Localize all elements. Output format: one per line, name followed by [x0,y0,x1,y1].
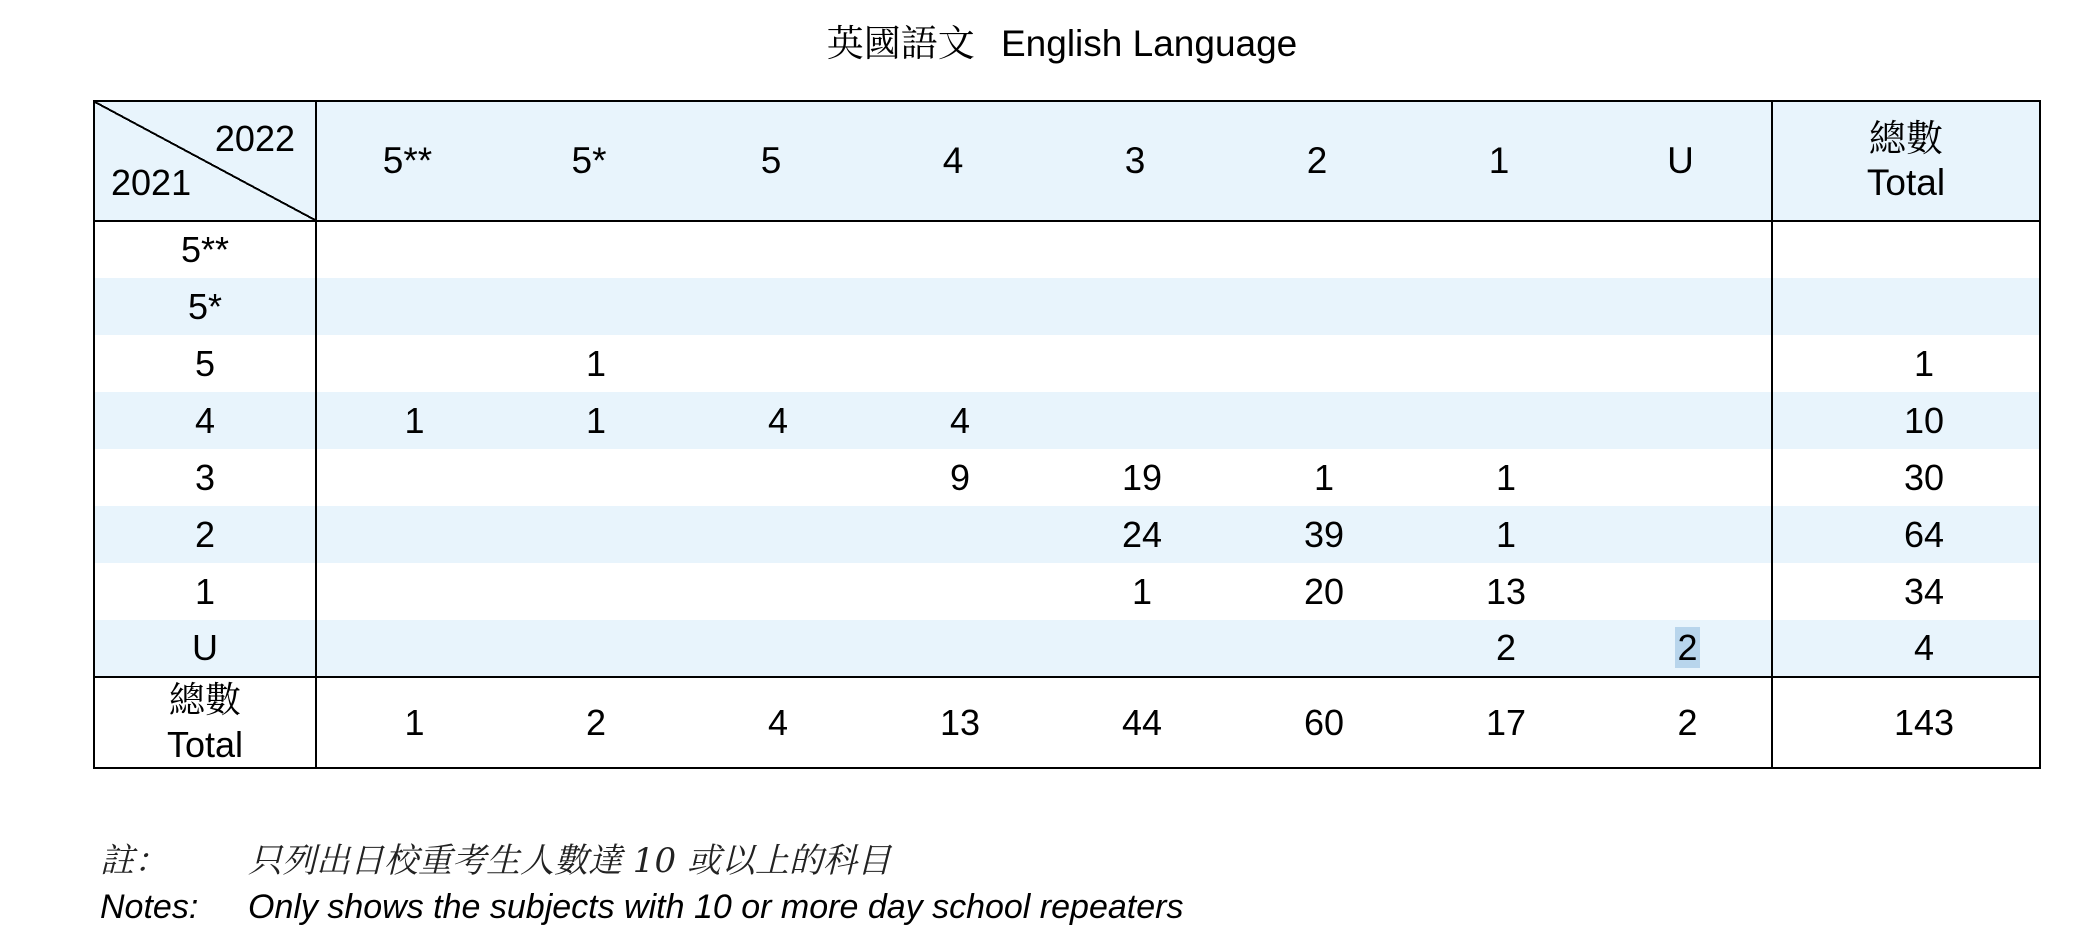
data-cell [862,335,1044,392]
data-cell [680,506,862,563]
row-label: 5** [94,221,316,278]
data-cell [862,620,1044,677]
data-cell [680,278,862,335]
grade-transition-table [93,100,2041,769]
data-cell: 1 [404,399,425,441]
total-row-label-english: Total [166,723,244,765]
notes [100,838,1183,930]
data-cell [1408,278,1590,335]
data-cell [316,221,498,278]
data-cell [1044,221,1226,278]
data-cell: 4 [949,399,971,441]
column-header: 5 [760,140,782,181]
data-cell: 2 [1495,627,1517,668]
data-cell [1226,392,1408,449]
row-total: 4 [1772,620,2040,677]
total-header-english: Total [1866,162,1946,203]
total-row-label [94,677,316,768]
table-row [94,392,2040,449]
row-total: 64 [1772,506,2040,563]
data-cell: 19 [1121,456,1163,498]
table-row [94,620,2040,677]
row-label: 5 [94,335,316,392]
data-cell [862,278,1044,335]
notes-chinese-row [100,838,1183,884]
column-header: 5** [382,140,433,181]
title-chinese: 英國語文 [826,22,975,65]
data-cell [1590,221,1772,278]
total-cell: 2 [1677,701,1698,743]
total-cell: 60 [1303,701,1345,743]
table-body [94,221,2040,677]
total-cell: 4 [767,701,789,743]
data-cell: 39 [1303,513,1345,555]
data-cell [1044,392,1226,449]
row-label: 5* [94,278,316,335]
row-label: 1 [94,563,316,620]
data-cell [498,620,680,677]
row-total [1772,278,2040,335]
data-cell [1408,221,1590,278]
data-cell [862,563,1044,620]
data-cell: 24 [1121,513,1163,555]
data-cell [316,506,498,563]
data-cell: 1 [585,342,607,384]
column-header: 4 [942,140,964,181]
table-row [94,506,2040,563]
data-cell [316,449,498,506]
data-cell [498,506,680,563]
table-row [94,563,2040,620]
data-cell [1590,392,1772,449]
data-cell [1044,335,1226,392]
corner-cell [94,101,316,221]
data-cell [680,620,862,677]
data-cell [498,449,680,506]
column-header: U [1667,140,1694,181]
total-header-chinese: 總數 [1869,117,1943,160]
data-cell: 1 [585,399,607,441]
data-cell [1590,449,1772,506]
notes-english-label: Notes: [100,888,199,926]
total-row [94,677,2040,768]
data-cell [1590,620,1772,677]
diagonal-divider [95,102,315,220]
data-cell [498,563,680,620]
row-total: 10 [1772,392,2040,449]
data-cell [1590,335,1772,392]
header-row [94,101,2040,221]
row-total [1772,221,2040,278]
title-english: English Language [1001,23,1298,64]
data-cell [1408,335,1590,392]
selected-value: 2 [1677,627,1698,668]
data-cell: 13 [1485,570,1527,612]
data-cell [1408,392,1590,449]
data-cell [862,506,1044,563]
total-cell: 17 [1485,701,1527,743]
data-cell [498,278,680,335]
table-row [94,278,2040,335]
table-row [94,221,2040,278]
data-cell [1226,335,1408,392]
data-cell: 1 [1313,456,1335,498]
data-cell: 1 [1495,456,1517,498]
total-cell: 13 [939,701,981,743]
notes-chinese-text: 只列出日校重考生人數達 10 或以上的科目 [248,841,891,881]
data-cell [316,278,498,335]
notes-english-text: Only shows the subjects with 10 or more day school repeaters [248,888,1184,926]
data-cell [316,620,498,677]
data-cell: 9 [949,456,971,498]
data-cell: 1 [1131,570,1153,612]
column-header: 5* [571,140,607,181]
corner-year-2021: 2021 [111,162,192,203]
data-cell [1226,620,1408,677]
row-label: 2 [94,506,316,563]
row-total: 1 [1772,335,2040,392]
data-cell [1226,278,1408,335]
corner-year-2022: 2022 [214,118,295,159]
total-cell: 44 [1121,701,1163,743]
data-cell [1590,506,1772,563]
column-header: 1 [1488,140,1510,181]
total-cell: 2 [585,701,607,743]
data-cell [680,563,862,620]
row-total: 30 [1772,449,2040,506]
data-cell [316,335,498,392]
data-cell: 20 [1303,570,1345,612]
data-cell [498,221,680,278]
data-cell [1044,620,1226,677]
data-cell: 4 [767,399,789,441]
total-column-header [1772,101,2040,221]
data-cell [680,221,862,278]
data-cell [680,449,862,506]
table-row [94,449,2040,506]
total-cell: 1 [404,701,425,743]
data-cell [1044,278,1226,335]
total-row-label-chinese: 總數 [168,679,241,721]
row-label: U [94,620,316,677]
notes-chinese-label: 註： [100,841,168,881]
column-header: 2 [1306,140,1328,181]
data-cell [1590,278,1772,335]
data-cell [862,221,1044,278]
data-cell [1590,563,1772,620]
data-cell [680,335,862,392]
row-label: 4 [94,392,316,449]
table-row [94,335,2040,392]
row-label: 3 [94,449,316,506]
data-cell [316,563,498,620]
notes-english-row [100,884,1183,930]
grand-total-cell: 143 [1772,677,2040,768]
data-cell: 1 [1495,513,1517,555]
column-header: 3 [1124,140,1146,181]
row-total: 34 [1772,563,2040,620]
page-title [0,18,2098,70]
data-cell [1226,221,1408,278]
